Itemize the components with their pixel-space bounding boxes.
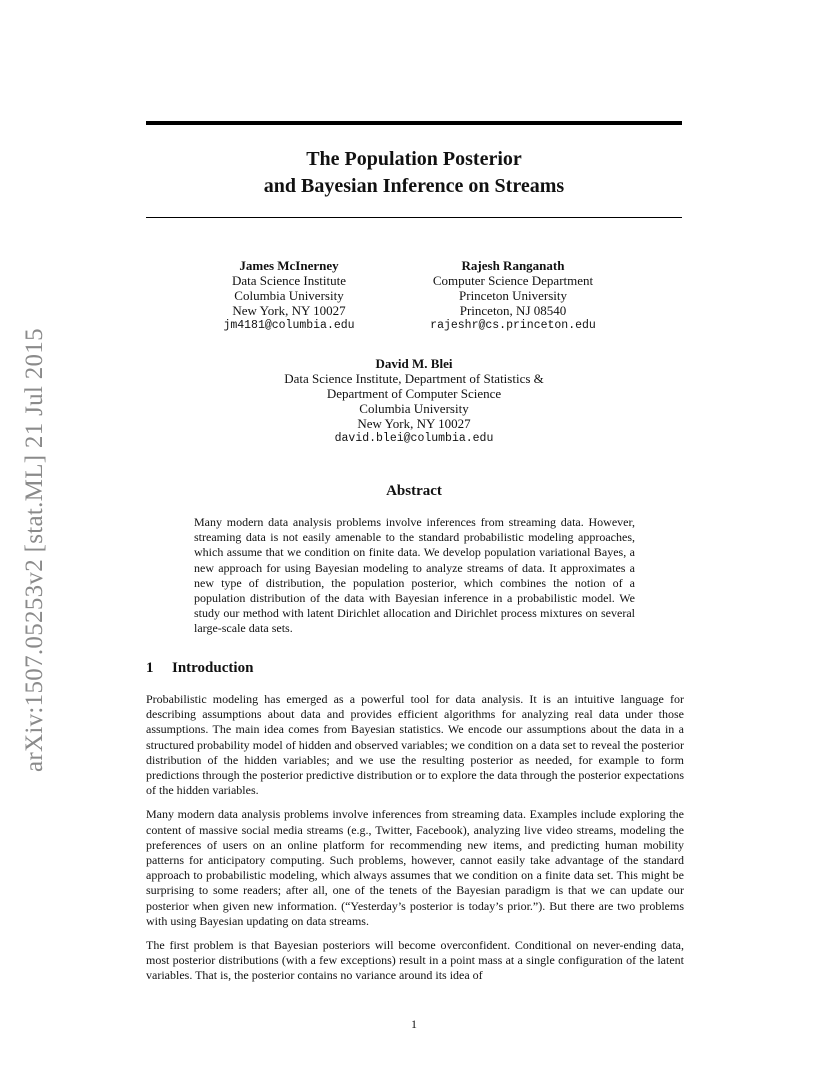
- author-block-3: [244, 356, 584, 446]
- title-line-1: The Population Posterior: [306, 148, 522, 170]
- section-heading: [146, 659, 682, 677]
- paragraph: Probabilistic modeling has emerged as a powerful tool for data analysis. It is an intuitive language for describing assumptions about data and provides efficient algorithms for analyzing real data under those assumptions. The main idea comes from Bayesian statistics. We encode our assumptions about the data in a structured probability model of hidden and observed variables; we condition on a data set to reveal the posterior distribution of the hidden variables; and we use the resulting posterior as needed, for example to form predictions through the posterior predictive distribution or to explore the data through the posterior expectations of the hidden variables.: [146, 692, 684, 798]
- author-affiliation-line: Columbia University: [359, 401, 469, 416]
- author-affiliation-line: Computer Science Department: [432, 273, 594, 288]
- section-number: 1: [146, 660, 154, 676]
- section-title: Introduction: [172, 660, 254, 676]
- author-affiliation-line: Princeton, NJ 08540: [459, 303, 567, 318]
- author-block-1: [199, 258, 379, 333]
- author-email[interactable]: jm4181@columbia.edu: [223, 319, 355, 332]
- paragraph: The first problem is that Bayesian posteriors will become overconfident. Conditional on never-ending data, most posterior distributions (with a few exceptions) result in a point mass at a single configuration of the latent variables. That is, the posterior contains no variance around its idea of: [146, 938, 684, 983]
- author-name: James McInerney: [239, 258, 339, 273]
- body-text: [146, 692, 684, 993]
- arxiv-stamp: arXiv:1507.05253v2 [stat.ML] 21 Jul 2015: [21, 328, 48, 772]
- author-affiliation-line: Data Science Institute, Department of Statistics &: [284, 371, 544, 386]
- abstract-text: Many modern data analysis problems involve inferences from streaming data. However, streaming data is not easily amenable to the standard probabilistic modeling approaches, which assume that we condition on finite data. We develop population variational Bayes, a new approach for using Bayesian modeling to analyze streams of data. It approximates a new type of distribution, the population posterior, which combines the notion of a population distribution of the data with Bayesian inference in a probabilistic model. We study our method with latent Dirichlet allocation and Dirichlet process mixtures on several large-scale data sets.: [194, 515, 635, 636]
- author-block-2: [413, 258, 613, 333]
- author-affiliation-line: Princeton University: [459, 288, 567, 303]
- author-email[interactable]: david.blei@columbia.edu: [334, 432, 494, 445]
- author-affiliation-line: Columbia University: [234, 288, 344, 303]
- author-affiliation-line: Department of Computer Science: [326, 386, 502, 401]
- abstract-heading: Abstract: [386, 483, 442, 499]
- title-line-2: and Bayesian Inference on Streams: [263, 175, 565, 197]
- page-number: 1: [411, 1017, 417, 1031]
- title-rule-bottom: [146, 217, 682, 218]
- paper-title: [146, 146, 682, 200]
- author-affiliation-line: Data Science Institute: [231, 273, 347, 288]
- author-name: Rajesh Ranganath: [461, 258, 565, 273]
- author-affiliation-line: New York, NY 10027: [232, 303, 346, 318]
- author-affiliation-line: New York, NY 10027: [357, 416, 471, 431]
- author-email[interactable]: rajeshr@cs.princeton.edu: [430, 319, 596, 332]
- title-rule-top: [146, 121, 682, 125]
- paragraph: Many modern data analysis problems involve inferences from streaming data. Examples include exploring the content of massive social media streams (e.g., Twitter, Facebook), analyzing live video streams, modeling the preferences of users on an online platform for recommending new items, and predicting human mobility patterns for anticipatory computing. Such problems, however, cannot easily take advantage of the standard approach to probabilistic modeling, which always assumes that we condition on a finite data set. This might be surprising to some readers; after all, one of the tenets of the Bayesian paradigm is that we can update our posterior when given new information. (“Yesterday’s posterior is today’s prior.”). But there are two problems with using Bayesian updating on data streams.: [146, 807, 684, 928]
- author-name: David M. Blei: [375, 356, 453, 371]
